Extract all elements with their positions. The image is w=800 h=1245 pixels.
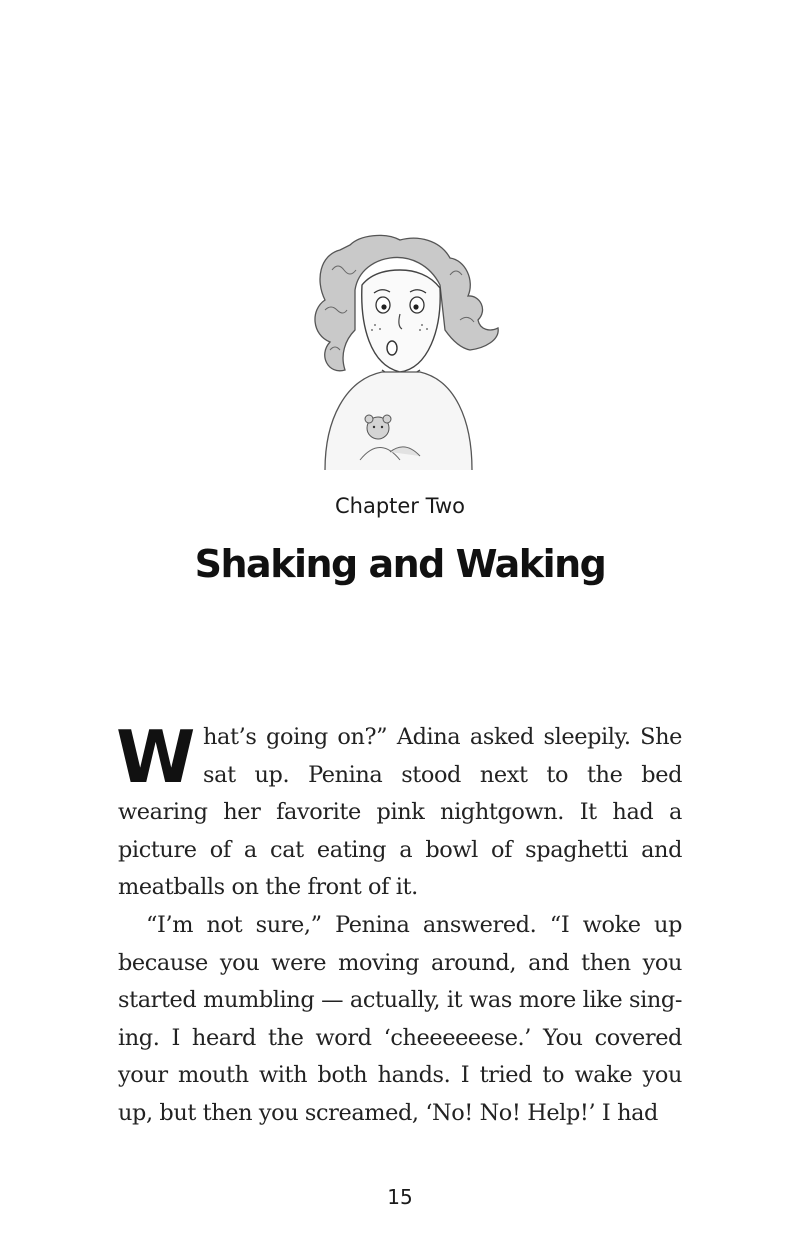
paragraph-2: “I’m not sure,” Penina answered. “I woke up because you were moving around, and then you started mumbling — actually, it was more like sing-ing. I heard the word ‘cheeeeeese.’ You covered your mouth with both hands. I tried to wake you up, but then you screamed, ‘No! No! Help!’ I had xyxy=(118,911,682,1126)
page-number: 15 xyxy=(387,1185,413,1209)
chapter-label: Chapter Two xyxy=(334,494,465,518)
drop-cap: W xyxy=(116,715,196,799)
body-text xyxy=(116,715,682,1133)
paragraph-1-text: hat’s going on?” Adina asked sleepily. She sat up. Penina stood next to the bed wearing her favorite pink nightgown. It had a picture of a cat eating a bowl of spaghetti and meatballs on the front of it. xyxy=(118,724,682,901)
paragraph-1 xyxy=(116,715,682,907)
girl-illustration xyxy=(300,230,505,472)
chapter-title: Shaking and Waking xyxy=(194,542,606,586)
